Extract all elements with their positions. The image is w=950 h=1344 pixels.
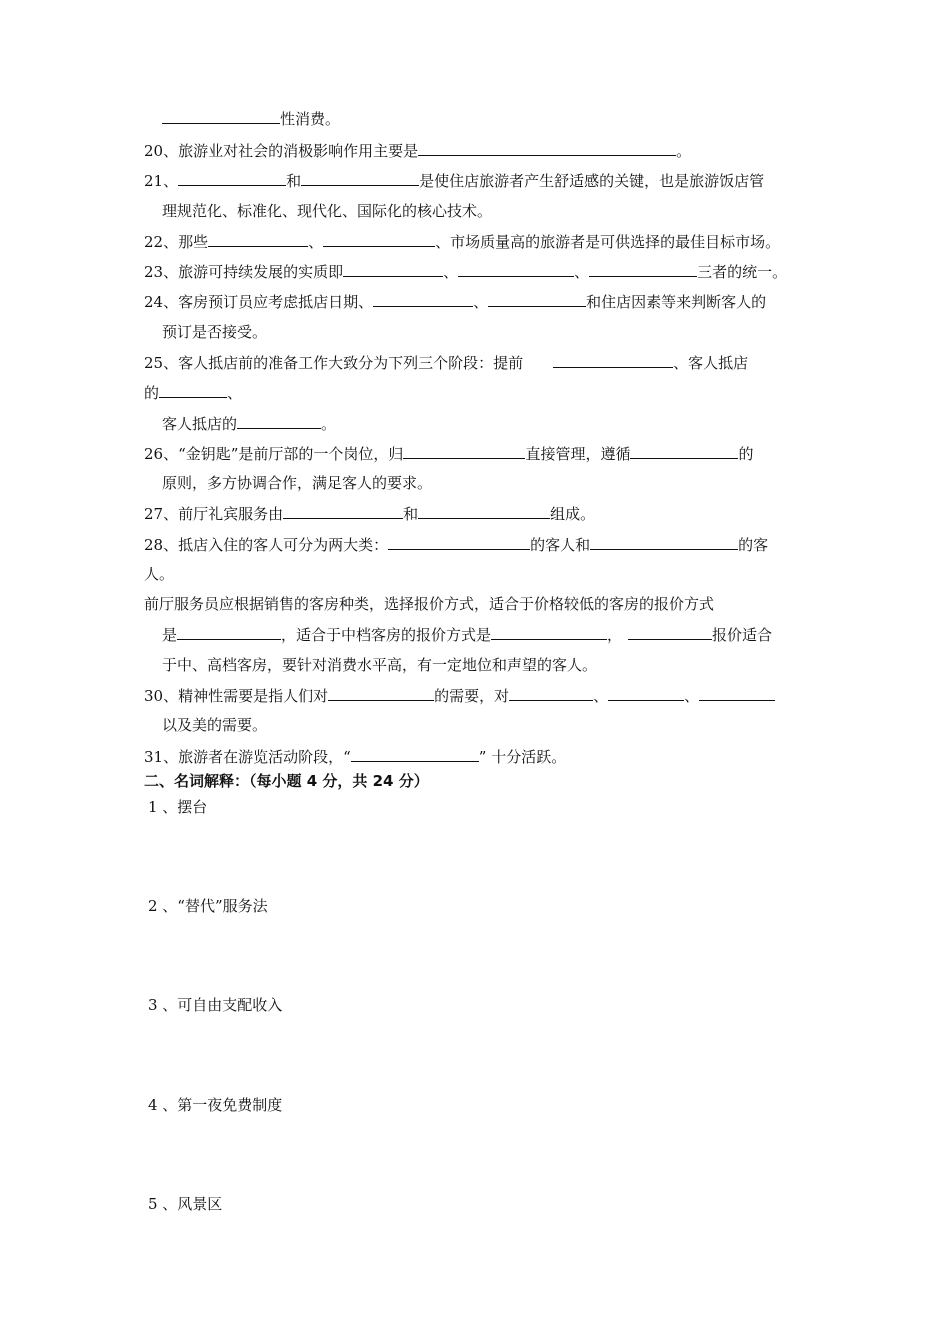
answer-blank bbox=[162, 108, 280, 124]
answer-blank bbox=[630, 443, 738, 459]
question-text: 和 bbox=[403, 505, 419, 523]
question-number: 22、 bbox=[144, 233, 179, 251]
answer-blank bbox=[699, 685, 775, 701]
question-27 bbox=[144, 503, 595, 524]
question-text: 报价适合 bbox=[712, 626, 773, 644]
question-text: ” 十分活跃。 bbox=[478, 748, 567, 766]
question-text: 、客人抵店 bbox=[673, 354, 749, 372]
answer-blank bbox=[509, 685, 593, 701]
question-text: 的 bbox=[144, 384, 160, 402]
answer-blank bbox=[328, 685, 434, 701]
question-24 bbox=[144, 291, 766, 312]
question-number: 27、 bbox=[144, 505, 179, 523]
question-number: 28、 bbox=[144, 536, 179, 554]
answer-blank bbox=[589, 261, 697, 277]
answer-blank bbox=[403, 443, 525, 459]
answer-blank bbox=[351, 746, 479, 762]
question-30-line2: 以及美的需要。 bbox=[162, 716, 268, 734]
question-text: 、 bbox=[574, 263, 590, 281]
question-text: 。 bbox=[676, 142, 692, 160]
question-text: 旅游可持续发展的实质即 bbox=[178, 263, 344, 281]
question-number: 20、 bbox=[144, 142, 179, 160]
question-text: 、 bbox=[308, 233, 324, 251]
question-text: 直接管理，遵循 bbox=[525, 445, 631, 463]
question-20 bbox=[144, 140, 691, 161]
question-21-line2: 理规范化、标准化、现代化、国际化的核心技术。 bbox=[162, 202, 493, 220]
question-text: 前厅礼宾服务由 bbox=[178, 505, 284, 523]
question-text: 旅游者在游览活动阶段，“ bbox=[178, 748, 351, 766]
answer-blank bbox=[323, 231, 435, 247]
question-text: 精神性需要是指人们对 bbox=[178, 687, 329, 705]
question-text: 性消费。 bbox=[280, 110, 341, 128]
term-item: 1 、摆台 bbox=[148, 798, 208, 816]
question-29-line3: 于中、高档客房，要针对消费水平高，有一定地位和声望的客人。 bbox=[162, 656, 598, 674]
question-text: 三者的统一。 bbox=[697, 263, 788, 281]
question-text: “金钥匙”是前厅部的一个岗位，归 bbox=[178, 445, 404, 463]
question-text: 是使住店旅游者产生舒适感的关键，也是旅游饭店管 bbox=[419, 172, 765, 190]
question-text: 旅游业对社会的消极影响作用主要是 bbox=[178, 142, 419, 160]
section-2-heading: 二、名词解释：（每小题 4 分，共 24 分） bbox=[144, 772, 429, 790]
question-text: 是 bbox=[162, 626, 178, 644]
answer-blank bbox=[343, 261, 443, 277]
answer-blank bbox=[458, 261, 574, 277]
answer-blank bbox=[373, 291, 473, 307]
question-text: 客人抵店前的准备工作大致分为下列三个阶段：提前 bbox=[178, 354, 524, 372]
question-text: 那些 bbox=[178, 233, 209, 251]
question-text: 的客人和 bbox=[530, 536, 591, 554]
answer-blank bbox=[178, 170, 286, 186]
question-text: 、 bbox=[443, 263, 459, 281]
answer-blank bbox=[208, 231, 308, 247]
term-item: 3 、可自由支配收入 bbox=[148, 996, 283, 1014]
answer-blank bbox=[388, 534, 530, 550]
answer-blank bbox=[553, 352, 673, 368]
question-29-line2 bbox=[162, 624, 772, 645]
question-text: 的 bbox=[738, 445, 754, 463]
question-text: 抵店入住的客人可分为两大类： bbox=[178, 536, 389, 554]
question-text: 和住店因素等来判断客人的 bbox=[586, 293, 767, 311]
question-number: 30、 bbox=[144, 687, 179, 705]
answer-blank bbox=[488, 291, 586, 307]
question-25-line2 bbox=[144, 382, 242, 403]
answer-blank bbox=[301, 170, 419, 186]
question-text: 的客 bbox=[738, 536, 769, 554]
question-text: 、 bbox=[473, 293, 489, 311]
question-30 bbox=[144, 685, 775, 706]
question-text: 、 bbox=[227, 384, 243, 402]
question-21 bbox=[144, 170, 764, 191]
question-28 bbox=[144, 534, 768, 555]
question-19-continuation bbox=[162, 108, 340, 129]
question-26-line2: 原则，多方协调合作，满足客人的要求。 bbox=[162, 474, 433, 492]
answer-blank bbox=[237, 413, 321, 429]
question-text: ，适合于中档客房的报价方式是 bbox=[281, 626, 492, 644]
question-number: 24、 bbox=[144, 293, 179, 311]
term-item: 5 、风景区 bbox=[148, 1195, 223, 1213]
answer-blank bbox=[608, 685, 684, 701]
question-number: 23、 bbox=[144, 263, 179, 281]
question-text: 的需要，对 bbox=[434, 687, 510, 705]
question-text: 。 bbox=[321, 415, 337, 433]
question-22 bbox=[144, 231, 780, 252]
question-text: 和 bbox=[286, 172, 302, 190]
question-25-line3 bbox=[162, 413, 336, 434]
question-number: 25、 bbox=[144, 354, 179, 372]
question-26 bbox=[144, 443, 753, 464]
question-24-line2: 预订是否接受。 bbox=[162, 323, 268, 341]
question-text: 客房预订员应考虑抵店日期、 bbox=[178, 293, 374, 311]
question-text: 、 bbox=[593, 687, 609, 705]
answer-blank bbox=[590, 534, 738, 550]
answer-blank bbox=[283, 503, 403, 519]
question-number: 21、 bbox=[144, 172, 179, 190]
question-23 bbox=[144, 261, 787, 282]
question-number: 31、 bbox=[144, 748, 179, 766]
question-text: ， bbox=[607, 626, 623, 644]
question-25 bbox=[144, 352, 748, 373]
question-text: 、 bbox=[684, 687, 700, 705]
question-text: 组成。 bbox=[550, 505, 596, 523]
question-31 bbox=[144, 746, 566, 767]
question-29: 前厅服务员应根据销售的客房种类，选择报价方式，适合于价格较低的客房的报价方式 bbox=[144, 595, 715, 613]
question-28-line2: 人。 bbox=[144, 565, 175, 583]
answer-blank bbox=[418, 503, 550, 519]
answer-blank bbox=[628, 624, 712, 640]
answer-blank bbox=[491, 624, 607, 640]
question-text: 客人抵店的 bbox=[162, 415, 238, 433]
question-number: 26、 bbox=[144, 445, 179, 463]
term-item: 4 、第一夜免费制度 bbox=[148, 1096, 283, 1114]
answer-blank bbox=[418, 140, 676, 156]
answer-blank bbox=[177, 624, 281, 640]
term-item: 2 、“替代”服务法 bbox=[148, 897, 268, 915]
question-text: 、市场质量高的旅游者是可供选择的最佳目标市场。 bbox=[435, 233, 781, 251]
answer-blank bbox=[159, 382, 227, 398]
